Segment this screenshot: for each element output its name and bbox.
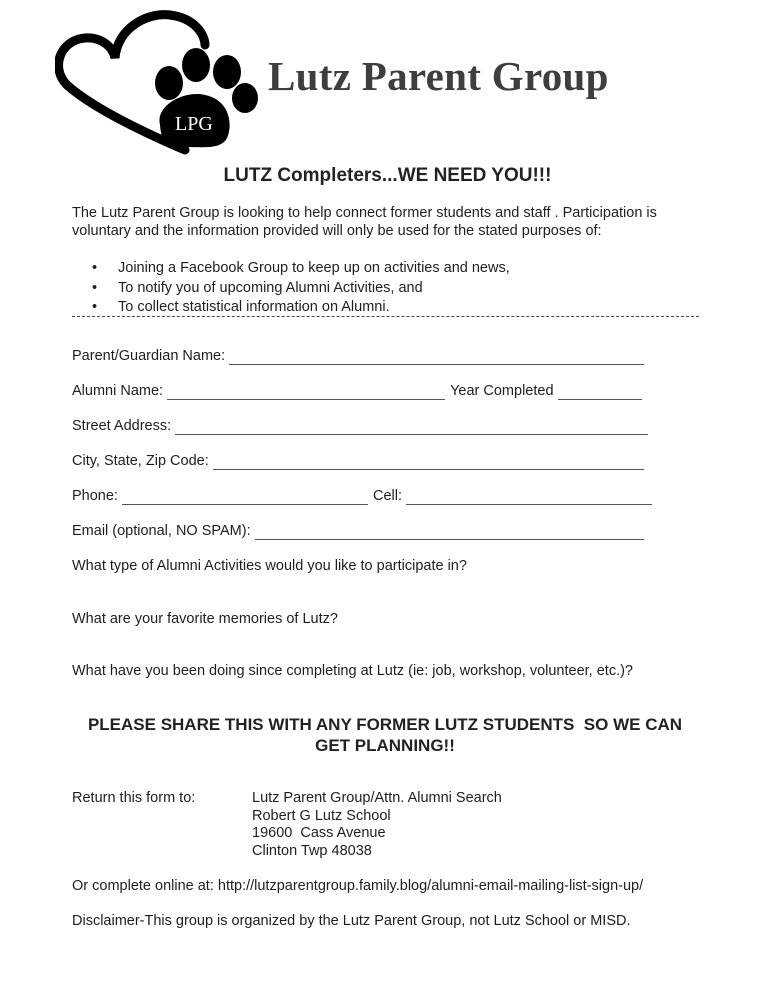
paw-toe-icon xyxy=(213,55,241,89)
alumni-name-field[interactable] xyxy=(167,385,445,400)
street-address-field[interactable] xyxy=(175,420,648,435)
city-state-zip-label: City, State, Zip Code: xyxy=(72,453,209,469)
bullet-icon: • xyxy=(92,299,98,315)
share-notice: PLEASE SHARE THIS WITH ANY FORMER LUTZ STUDENTS SO WE CAN GET PLANNING!! xyxy=(87,715,683,755)
email-row xyxy=(72,523,644,540)
online-signup-link[interactable]: Or complete online at: http://lutzparentgroup.family.blog/alumni-email-mailing-list-sign-up/ xyxy=(72,878,644,894)
phone-row xyxy=(72,488,652,505)
page-title: LUTZ Completers...WE NEED YOU!!! xyxy=(223,165,552,186)
question-since-completing: What have you been doing since completing at Lutz (ie: job, workshop, volunteer, etc.)? xyxy=(72,663,633,679)
phone-field[interactable] xyxy=(122,490,368,505)
question-activities: What type of Alumni Activities would you like to participate in? xyxy=(72,558,467,574)
alumni-name-label: Alumni Name: xyxy=(72,383,164,399)
list-item: • Joining a Facebook Group to keep up on activities and news, xyxy=(92,259,510,279)
parent-name-label: Parent/Guardian Name: xyxy=(72,348,226,364)
return-label: Return this form to: xyxy=(72,790,196,806)
paw-toe-icon xyxy=(232,83,258,113)
parent-name-field[interactable] xyxy=(229,350,644,365)
disclaimer: Disclaimer-This group is organized by the Lutz Parent Group, not Lutz School or MISD. xyxy=(72,913,631,929)
intro-paragraph: The Lutz Parent Group is looking to help connect former students and staff . Participation is voluntary and the information provided will only be used for the stated purposes of: xyxy=(72,205,657,239)
parent-name-row xyxy=(72,348,644,365)
city-row xyxy=(72,453,644,470)
email-label: Email (optional, NO SPAM): xyxy=(72,523,251,539)
question-memories: What are your favorite memories of Lutz? xyxy=(72,611,338,627)
dashed-divider xyxy=(72,316,699,317)
bullet-icon: • xyxy=(92,260,98,276)
street-address-label: Street Address: xyxy=(72,418,172,434)
return-address: Lutz Parent Group/Attn. Alumni Search Robert G Lutz School 19600 Cass Avenue Clinton Twp 48038 xyxy=(252,790,502,859)
paw-toe-icon xyxy=(182,48,210,82)
cell-label: Cell: xyxy=(372,488,402,504)
year-completed-field[interactable] xyxy=(558,385,642,400)
list-item: • To notify you of upcoming Alumni Activities, and xyxy=(92,279,510,299)
email-field[interactable] xyxy=(255,525,644,540)
purpose-list xyxy=(92,259,510,318)
cell-field[interactable] xyxy=(406,490,652,505)
year-completed-label: Year Completed xyxy=(450,383,554,399)
paw-toe-icon xyxy=(155,66,183,100)
heart-paw-logo xyxy=(55,10,265,160)
logo-lpg-text: LPG xyxy=(175,113,213,135)
brand-name: Lutz Parent Group xyxy=(268,53,609,99)
phone-label: Phone: xyxy=(72,488,118,504)
alumni-row xyxy=(72,383,642,400)
street-row xyxy=(72,418,648,435)
list-item: • To collect statistical information on Alumni. xyxy=(92,298,510,318)
bullet-icon: • xyxy=(92,279,98,296)
city-state-zip-field[interactable] xyxy=(213,455,644,470)
